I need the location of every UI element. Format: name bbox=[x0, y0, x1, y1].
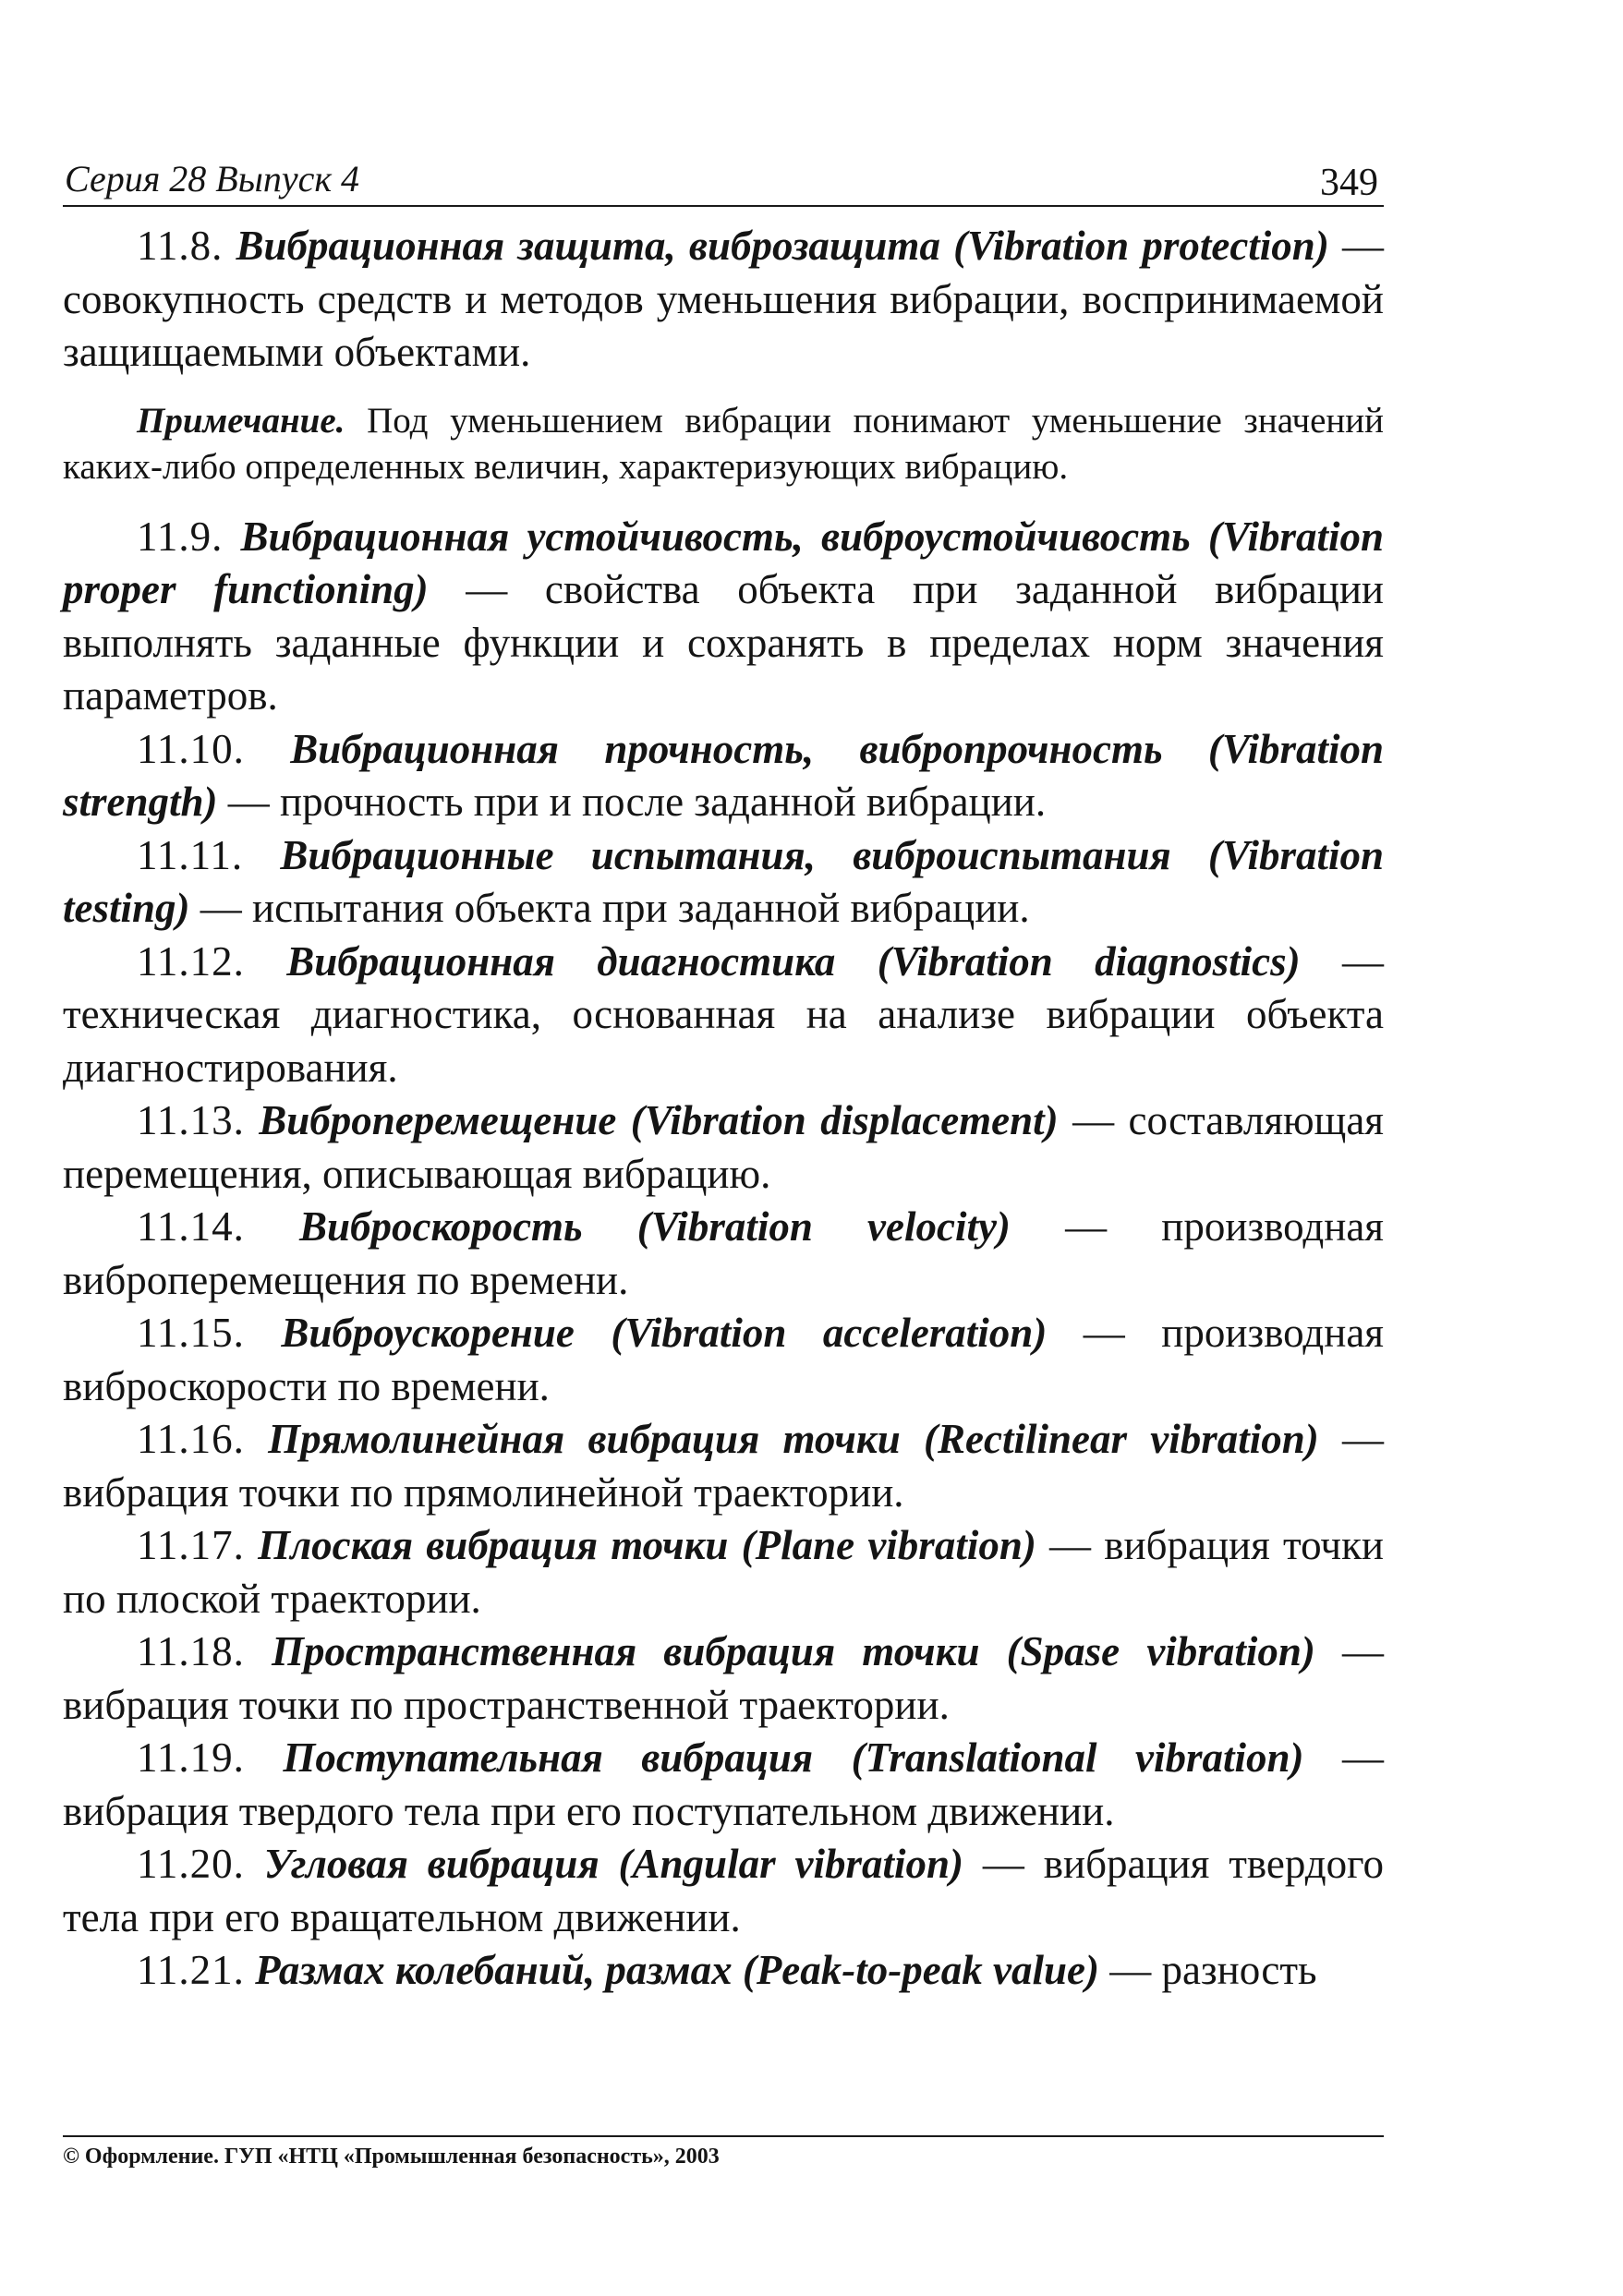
definition-11-17 bbox=[63, 1519, 1384, 1625]
definition-11-21 bbox=[63, 1944, 1384, 1998]
definition-number: 11.11. bbox=[137, 831, 244, 878]
definition-number: 11.21. bbox=[137, 1947, 245, 1993]
definition-text: — вибрация точки по пространственной траектории. bbox=[63, 1628, 1385, 1728]
copyright-notice: © Оформление. ГУП «НТЦ «Промышленная безопасность», 2003 bbox=[63, 2145, 720, 2169]
definition-number: 11.15. bbox=[137, 1310, 245, 1356]
page-footer bbox=[63, 2135, 1384, 2170]
definition-11-16 bbox=[63, 1413, 1384, 1519]
page-number: 349 bbox=[1320, 162, 1378, 204]
definition-term: Пространственная вибрация точки (Spase vibration) bbox=[272, 1628, 1315, 1674]
definition-term: Вибрационная устойчивость, виброустойчивость (Vibration proper functioning) bbox=[63, 513, 1384, 612]
definition-term: Поступательная вибрация (Translational vibration) bbox=[283, 1734, 1304, 1781]
definition-number: 11.14. bbox=[137, 1203, 245, 1250]
definition-term: Размах колебаний, размах (Peak-to-peak value) bbox=[255, 1947, 1099, 1993]
definition-term: Виброускорение (Vibration acceleration) bbox=[281, 1310, 1048, 1356]
definition-text: — техническая диагностика, основанная на анализе вибрации объекта диагностирования. bbox=[63, 937, 1385, 1091]
definition-term: Вибрационная диагностика (Vibration diagnostics) bbox=[286, 937, 1301, 985]
definition-text: — вибрация твердого тела при его поступательном движении. bbox=[63, 1734, 1384, 1834]
note bbox=[63, 398, 1384, 490]
definition-text: — свойства объекта при заданной вибрации выполнять заданные функции и сохранять в пределах норм значения параметров. bbox=[63, 566, 1384, 719]
definition-11-8 bbox=[63, 220, 1384, 380]
definition-11-10 bbox=[63, 723, 1384, 829]
definition-number: 11.19. bbox=[137, 1734, 245, 1781]
definition-text: — совокупность средств и методов уменьшения вибрации, воспринимаемой защищаемыми объектами. bbox=[63, 223, 1384, 375]
definition-term: Вибрационная прочность, вибропрочность (Vibration strength) bbox=[63, 725, 1384, 825]
running-header bbox=[63, 148, 1384, 207]
definition-term: Плоская вибрация точки (Plane vibration) bbox=[258, 1522, 1036, 1568]
definition-text: — прочность при и после заданной вибрации. bbox=[217, 779, 1047, 825]
note-text: Под уменьшением вибрации понимают уменьшение значений каких-либо определенных величин, характеризующих вибрацию. bbox=[63, 400, 1384, 487]
definition-term: Угловая вибрация (Angular vibration) bbox=[263, 1841, 963, 1887]
page-content bbox=[63, 148, 1384, 1998]
definition-text: — испытания объекта при заданной вибрации. bbox=[189, 885, 1030, 931]
definition-number: 11.12. bbox=[137, 937, 245, 985]
definition-number: 11.16. bbox=[137, 1416, 245, 1462]
definition-text: — разность bbox=[1098, 1947, 1317, 1993]
definition-term: Вибрационные испытания, виброиспытания (Vibration testing) bbox=[63, 831, 1384, 931]
definition-number: 11.18. bbox=[137, 1628, 245, 1674]
definition-11-15 bbox=[63, 1307, 1384, 1413]
definition-11-19 bbox=[63, 1732, 1384, 1838]
definitions-body bbox=[63, 220, 1384, 1998]
definition-text: — вибрация точки по плоской траектории. bbox=[63, 1522, 1385, 1622]
definition-text: — вибрация твердого тела при его вращательном движении. bbox=[63, 1841, 1385, 1940]
definition-number: 11.8. bbox=[137, 223, 224, 269]
definition-number: 11.20. bbox=[137, 1841, 245, 1887]
definition-term: Прямолинейная вибрация точки (Rectilinear vibration) bbox=[268, 1416, 1319, 1462]
definition-11-14 bbox=[63, 1201, 1384, 1307]
definition-11-9 bbox=[63, 511, 1384, 723]
definition-number: 11.17. bbox=[137, 1522, 245, 1568]
definition-11-20 bbox=[63, 1838, 1384, 1944]
definition-text: — производная виброскорости по времени. bbox=[63, 1310, 1384, 1409]
series-label: Серия 28 Выпуск 4 bbox=[65, 158, 360, 199]
definition-11-12 bbox=[63, 936, 1384, 1095]
definition-text: — составляющая перемещения, описывающая вибрацию. bbox=[63, 1097, 1384, 1197]
definition-11-18 bbox=[63, 1625, 1384, 1732]
definition-number: 11.10. bbox=[137, 725, 245, 772]
definition-term: Виброскорость (Vibration velocity) bbox=[299, 1203, 1011, 1250]
note-label: Примечание. bbox=[137, 400, 345, 441]
definition-term: Виброперемещение (Vibration displacement) bbox=[259, 1097, 1059, 1143]
definition-text: — вибрация точки по прямолинейной траектории. bbox=[63, 1416, 1384, 1516]
definition-term: Вибрационная защита, виброзащита (Vibration protection) bbox=[236, 223, 1329, 269]
definition-11-13 bbox=[63, 1094, 1384, 1201]
definition-text: — производная виброперемещения по времени. bbox=[63, 1203, 1384, 1303]
definition-number: 11.13. bbox=[137, 1097, 245, 1143]
definition-11-11 bbox=[63, 829, 1384, 936]
definition-number: 11.9. bbox=[137, 513, 224, 560]
